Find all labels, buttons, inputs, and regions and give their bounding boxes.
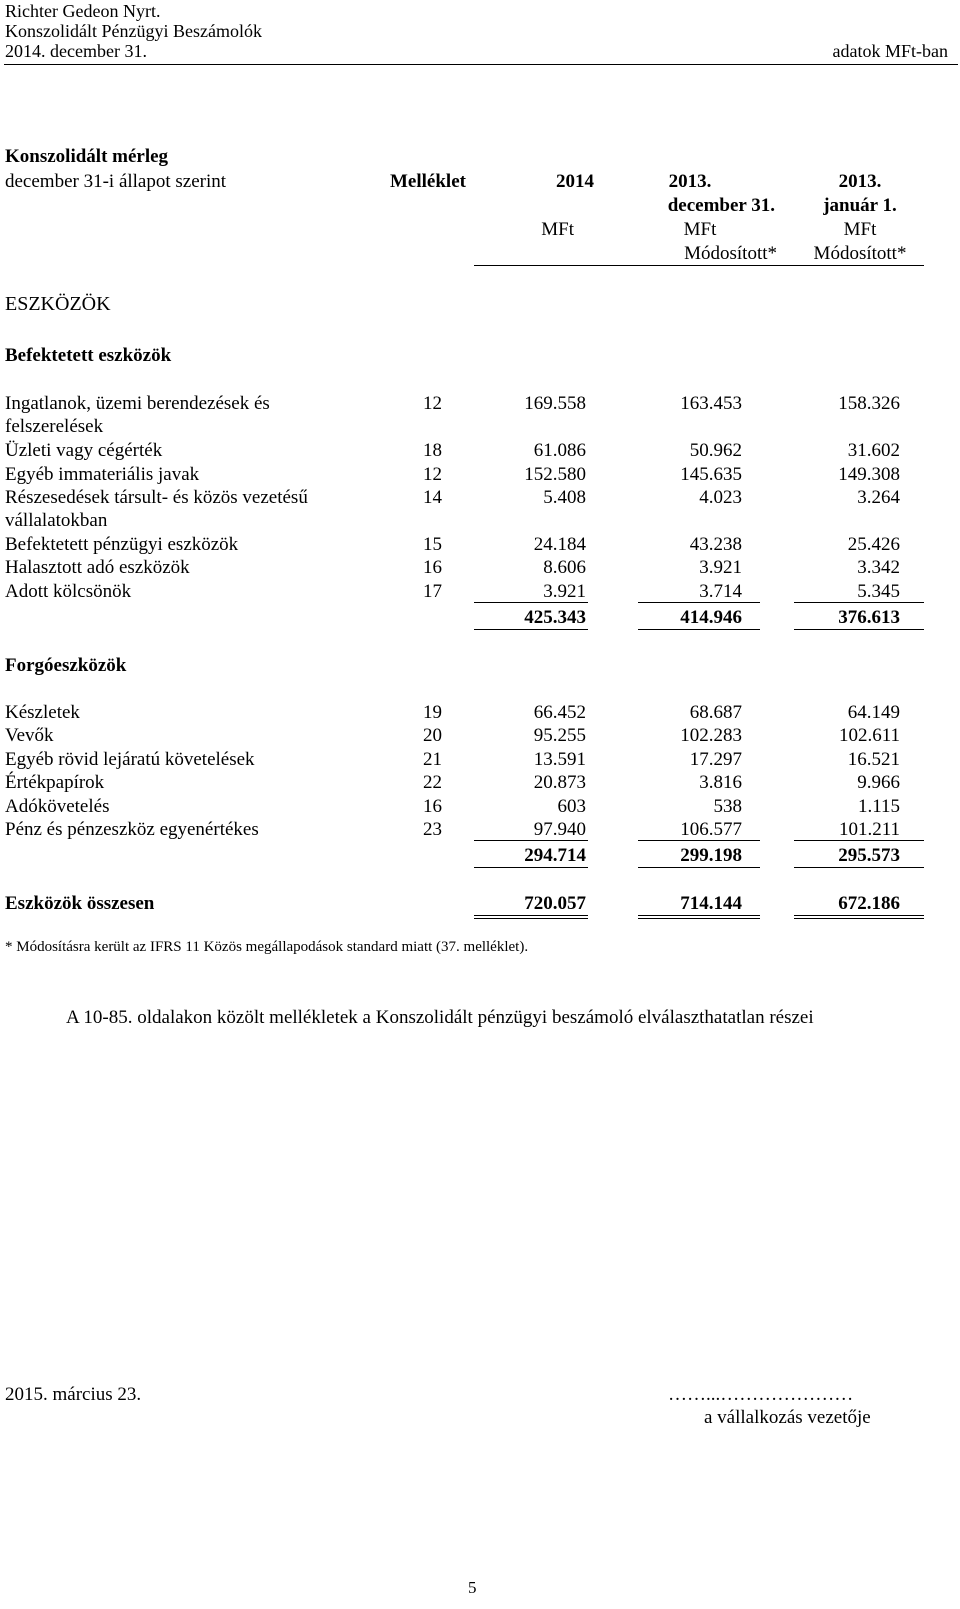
row-value-2014: 24.184	[533, 534, 586, 555]
units-label: adatok MFt-ban	[832, 41, 948, 61]
row-value-2014: 152.580	[524, 464, 586, 485]
row-value-2013-dec: 3.921	[699, 557, 742, 578]
grand-total-rule-jan-a	[794, 915, 924, 916]
subtotal-rule-2013-dec	[638, 840, 760, 841]
current-total-2014: 294.714	[524, 845, 586, 866]
signature-line: ……...…………………	[668, 1384, 854, 1405]
row-value-2014: 5.408	[543, 487, 586, 508]
noncurrent-total-2014: 425.343	[524, 607, 586, 628]
grand-total-rule-2014-b	[474, 918, 588, 919]
row-value-2013-dec: 3.714	[699, 581, 742, 602]
row-value-2013-jan: 9.966	[857, 772, 900, 793]
row-value-2013-dec: 3.816	[699, 772, 742, 793]
row-value-2014: 66.452	[533, 702, 586, 723]
signature-date: 2015. március 23.	[5, 1384, 142, 1405]
row-label: Adókövetelés	[5, 796, 110, 817]
row-value-2013-dec: 106.577	[680, 819, 742, 840]
col-header-note: Melléklet	[390, 171, 466, 192]
column-header-rule	[474, 265, 924, 266]
row-value-2013-jan: 25.426	[847, 534, 900, 555]
noncurrent-heading: Befektetett eszközök	[5, 345, 172, 366]
row-label: Készletek	[5, 702, 80, 723]
row-value-2013-jan: 31.602	[847, 440, 900, 461]
row-label: Halasztott adó eszközök	[5, 557, 190, 578]
row-note: 19	[423, 702, 442, 723]
row-value-2013-jan: 149.308	[838, 464, 900, 485]
current-total-2013-dec: 299.198	[680, 845, 742, 866]
row-value-2014: 169.558	[524, 393, 586, 414]
col-header-2014: 2014	[556, 171, 594, 192]
row-value-2014: 95.255	[533, 725, 586, 746]
row-label: Üzleti vagy cégérték	[5, 440, 163, 461]
subtotal-rule-2014	[474, 602, 588, 603]
row-value-2013-dec: 145.635	[680, 464, 742, 485]
report-date: 2014. december 31.	[5, 41, 147, 61]
total-rule-2013-jan	[794, 629, 924, 630]
row-value-2013-jan: 64.149	[847, 702, 900, 723]
row-value-2013-jan: 3.342	[857, 557, 900, 578]
noncurrent-total-2013-jan: 376.613	[838, 607, 900, 628]
grand-total-rule-dec-a	[638, 915, 760, 916]
subtotal-rule-2013-dec	[638, 602, 760, 603]
current-total-2013-jan: 295.573	[838, 845, 900, 866]
row-label-cont: felszerelések	[5, 416, 104, 437]
col-header-2013-jan-note: Módosított*	[813, 243, 907, 264]
row-label: Befektetett pénzügyi eszközök	[5, 534, 239, 555]
col-header-2013-dec-date: december 31.	[667, 195, 775, 216]
notice: A 10-85. oldalakon közölt mellékletek a Konszolidált pénzügyi beszámoló elválaszthatatlan részei	[66, 1007, 814, 1028]
row-value-2014: 13.591	[533, 749, 586, 770]
grand-total-label: Eszközök összesen	[5, 893, 155, 914]
assets-heading: ESZKÖZÖK	[5, 293, 111, 315]
row-value-2013-dec: 50.962	[689, 440, 742, 461]
row-value-2013-jan: 5.345	[857, 581, 900, 602]
current-heading: Forgóeszközök	[5, 655, 127, 676]
row-value-2014: 20.873	[533, 772, 586, 793]
row-note: 20	[423, 725, 442, 746]
total-rule-2013-dec	[638, 629, 760, 630]
col-header-2013-dec-unit: MFt	[683, 219, 717, 240]
subtotal-rule-2013-jan	[794, 840, 924, 841]
col-header-2013-dec-year: 2013.	[668, 171, 712, 192]
row-note: 12	[423, 464, 442, 485]
grand-total-2014: 720.057	[524, 893, 586, 914]
row-value-2013-jan: 16.521	[847, 749, 900, 770]
row-value-2013-dec: 102.283	[680, 725, 742, 746]
row-note: 16	[423, 557, 442, 578]
row-note: 14	[423, 487, 442, 508]
col-header-2013-jan-year: 2013.	[838, 171, 882, 192]
row-note: 15	[423, 534, 442, 555]
subtotal-rule-2013-jan	[794, 602, 924, 603]
row-label: Értékpapírok	[5, 772, 105, 793]
header-divider	[4, 64, 958, 65]
row-value-2013-dec: 17.297	[689, 749, 742, 770]
row-label: Ingatlanok, üzemi berendezések és	[5, 393, 270, 414]
row-label-cont: vállalatokban	[5, 510, 108, 531]
col-header-2013-dec-note: Módosított*	[684, 243, 777, 264]
row-note: 12	[423, 393, 442, 414]
statement-subtitle: december 31-i állapot szerint	[5, 171, 227, 192]
row-value-2013-dec: 538	[713, 796, 742, 817]
report-name: Konszolidált Pénzügyi Beszámolók	[5, 21, 262, 41]
col-header-2013-jan-date: január 1.	[823, 195, 897, 216]
row-value-2014: 97.940	[533, 819, 586, 840]
row-value-2013-dec: 43.238	[689, 534, 742, 555]
total-rule-2014	[474, 629, 588, 630]
col-header-2014-unit: MFt	[541, 219, 574, 240]
row-value-2014: 603	[557, 796, 586, 817]
row-value-2013-jan: 158.326	[838, 393, 900, 414]
signature-title: a vállalkozás vezetője	[704, 1407, 871, 1428]
row-value-2013-jan: 101.211	[838, 819, 900, 840]
total-rule-2013-jan	[794, 867, 924, 868]
row-value-2013-jan: 3.264	[857, 487, 900, 508]
company-name: Richter Gedeon Nyrt.	[5, 1, 161, 21]
row-value-2014: 8.606	[543, 557, 586, 578]
col-header-2013-jan-unit: MFt	[843, 219, 877, 240]
row-value-2013-dec: 68.687	[689, 702, 742, 723]
row-note: 18	[423, 440, 442, 461]
row-label: Egyéb immateriális javak	[5, 464, 200, 485]
row-label: Pénz és pénzeszköz egyenértékes	[5, 819, 259, 840]
grand-total-2013-jan: 672.186	[838, 893, 900, 914]
row-label: Részesedések társult- és közös vezetésű	[5, 487, 308, 508]
row-note: 16	[423, 796, 442, 817]
page-number: 5	[468, 1578, 477, 1597]
noncurrent-total-2013-dec: 414.946	[680, 607, 742, 628]
grand-total-2013-dec: 714.144	[680, 893, 742, 914]
row-value-2014: 61.086	[533, 440, 586, 461]
footnote: * Módosításra került az IFRS 11 Közös megállapodások standard miatt (37. melléklet).	[5, 939, 529, 955]
row-value-2013-jan: 102.611	[838, 725, 900, 746]
statement-title: Konszolidált mérleg	[5, 146, 169, 167]
grand-total-rule-dec-b	[638, 918, 760, 919]
row-label: Egyéb rövid lejáratú követelések	[5, 749, 255, 770]
row-label: Vevők	[5, 725, 54, 746]
row-note: 22	[423, 772, 442, 793]
row-value-2014: 3.921	[543, 581, 586, 602]
row-note: 21	[423, 749, 442, 770]
grand-total-rule-2014-a	[474, 915, 588, 916]
row-value-2013-dec: 163.453	[680, 393, 742, 414]
subtotal-rule-2014	[474, 840, 588, 841]
grand-total-rule-jan-b	[794, 918, 924, 919]
row-label: Adott kölcsönök	[5, 581, 132, 602]
row-value-2013-jan: 1.115	[857, 796, 900, 817]
row-note: 17	[423, 581, 442, 602]
total-rule-2013-dec	[638, 867, 760, 868]
total-rule-2014	[474, 867, 588, 868]
row-note: 23	[423, 819, 442, 840]
row-value-2013-dec: 4.023	[699, 487, 742, 508]
